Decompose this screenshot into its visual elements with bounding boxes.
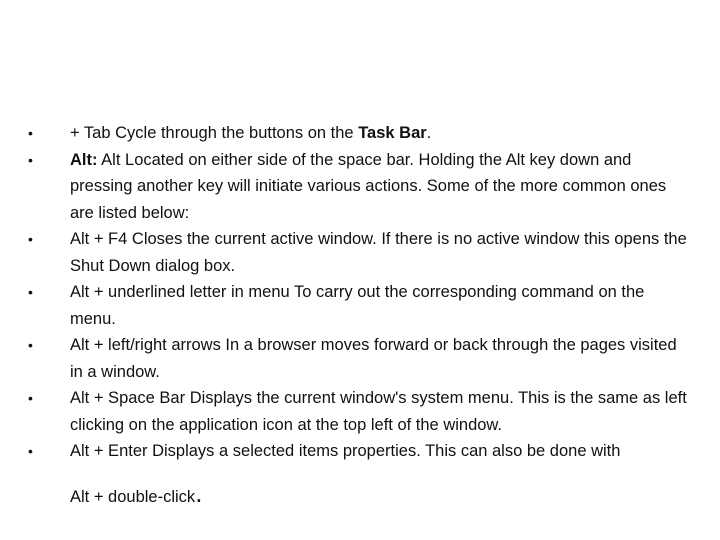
bullet-icon: • — [28, 443, 33, 459]
list-item — [28, 385, 688, 438]
bullet-icon: • — [28, 125, 33, 141]
list-item — [28, 438, 688, 465]
item-text: Alt + Enter Displays a selected items properties. This can also be done with — [70, 442, 621, 460]
continuation-period: . — [195, 478, 203, 508]
continuation-text: Alt + double-click — [70, 488, 196, 506]
item-text: + Tab Cycle through the buttons on the — [70, 124, 359, 142]
item-text: Alt + F4 Closes the current active window. If there is no active window this opens the Shut Down dialog box. — [70, 230, 687, 275]
bullet-icon: • — [28, 284, 33, 300]
bullet-icon: • — [28, 231, 33, 247]
item-bold-text: Alt: — [70, 150, 98, 169]
bullet-list — [28, 120, 688, 465]
item-bold-text: Task Bar — [358, 124, 427, 142]
list-item — [28, 226, 688, 279]
item-text: Alt + left/right arrows In a browser moves forward or back through the pages visited in a window. — [70, 336, 677, 381]
list-item — [28, 332, 688, 385]
item-text-tail: Alt Located on either side of the space bar. Holding the Alt key down and pressing another key will initiate various actions. Some of the more common ones are listed below: — [70, 150, 667, 222]
list-item — [28, 279, 688, 332]
list-item — [28, 120, 688, 147]
item-text: Alt + underlined letter in menu To carry out the corresponding command on the menu. — [70, 283, 645, 328]
continuation-line — [70, 478, 202, 512]
bullet-icon: • — [28, 337, 33, 353]
item-text: Alt + Space Bar Displays the current window's system menu. This is the same as left clicking on the application icon at the top left of the window. — [70, 389, 687, 434]
bullet-icon: • — [28, 151, 33, 168]
list-item — [28, 147, 688, 227]
bullet-icon: • — [28, 390, 33, 406]
item-text-tail: . — [426, 124, 432, 142]
